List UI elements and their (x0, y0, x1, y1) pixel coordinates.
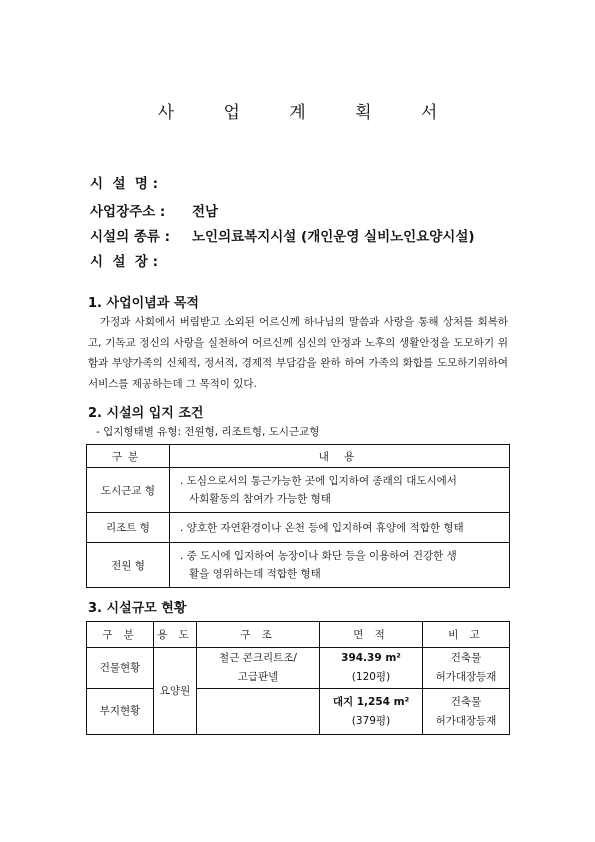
purpose-text: 가정과 사회에서 버림받고 소외된 어르신께 하나님의 말씀과 사랑을 통해 상처를 회복하고, 기독교 정신의 사랑을 실천하여 어르신께 심신의 안정과 노후의 생활안정을 도모하기 위함과 부양가족의 신체적, 정서적, 경제적 부담감을 완하 하여 가족의 화합를 도모하기위하여 서비스를 제공하는데 그 목적이 있다. (88, 316, 508, 390)
table-cell-content (170, 468, 510, 513)
facility-name-label: 시 설 명 : (90, 176, 159, 192)
table-cell-category: 전원 형 (87, 543, 170, 588)
table-cell-category: 도시근교 형 (87, 468, 170, 513)
table-cell-note (423, 648, 510, 689)
table-row (87, 689, 510, 735)
table-cell-note (423, 689, 510, 735)
table-header-row (87, 445, 510, 468)
facility-type-value: 노인의료복지시설 (개인운영 실비노인요양시설) (192, 229, 475, 245)
area-pyeong: (379평) (351, 714, 391, 727)
table-cell-structure (197, 648, 320, 689)
scale-table (86, 621, 510, 735)
table-header-cell: 구 조 (197, 622, 320, 648)
section-heading-scale: 3. 시설규모 현황 (88, 601, 187, 616)
content-line: 활을 영위하는데 적합한 형태 (189, 568, 321, 580)
content-line: . 중 도시에 입지하여 농장이나 화단 등을 이용하여 건강한 생 (180, 550, 457, 562)
table-header-cell: 구분 (87, 445, 170, 468)
table-row (87, 648, 510, 689)
note-line: 허가대장등재 (435, 671, 497, 683)
section-heading-location: 2. 시설의 입지 조건 (88, 406, 204, 421)
section-heading-purpose: 1. 사업이념과 목적 (88, 296, 199, 311)
table-header-row (87, 622, 510, 648)
structure-line: 고급판넬 (237, 671, 279, 683)
table-row (87, 513, 510, 543)
location-table (86, 444, 510, 588)
table-cell-category: 리조트 형 (87, 513, 170, 543)
table-cell-structure (197, 689, 320, 735)
facility-head-row (90, 250, 192, 270)
note-line: 허가대장등재 (435, 714, 497, 727)
area-value: 대지 1,254 m² (332, 695, 410, 708)
facility-name-row (90, 172, 192, 192)
table-header-cell: 구 분 (87, 622, 154, 648)
table-cell-content (170, 543, 510, 588)
table-cell-content (170, 513, 510, 543)
note-line: 건축물 (450, 652, 482, 664)
table-cell-area (320, 689, 423, 735)
area-value: 394.39 m² (341, 652, 401, 664)
document-title: 사 업 계 획 서 (157, 103, 460, 123)
table-header-cell: 내 용 (170, 445, 510, 468)
facility-head-label: 시 설 장 : (90, 254, 159, 270)
location-type-note: - 입지형태별 유형: 전원형, 리조트형, 도시근교형 (96, 426, 320, 438)
table-cell-area (320, 648, 423, 689)
content-line: 사회활동의 참여가 가능한 형태 (189, 493, 331, 505)
table-header-cell: 용 도 (154, 622, 197, 648)
table-cell-category: 건물현황 (87, 648, 154, 689)
facility-address-label: 사업장주소 : (90, 204, 166, 220)
facility-type-label: 시설의 종류 : (90, 229, 171, 245)
facility-type-row (90, 225, 475, 245)
facility-address-row (90, 200, 218, 220)
facility-address-value: 전남 (192, 204, 219, 220)
area-pyeong: (120평) (351, 671, 391, 683)
content-line: . 양호한 자연환경이나 온천 등에 입지하여 휴양에 적합한 형태 (180, 521, 464, 534)
content-line: . 도심으로서의 통근가능한 곳에 입지하여 종래의 대도시에서 (180, 475, 457, 487)
structure-line: 철근 콘크리트조/ (219, 652, 297, 664)
table-header-cell: 비 고 (423, 622, 510, 648)
table-cell-category: 부지현황 (87, 689, 154, 735)
table-row (87, 543, 510, 588)
purpose-paragraph (88, 312, 508, 394)
table-header-cell: 면 적 (320, 622, 423, 648)
table-cell-usage: 요양원 (154, 648, 197, 735)
note-line: 건축물 (450, 695, 482, 708)
table-row (87, 468, 510, 513)
